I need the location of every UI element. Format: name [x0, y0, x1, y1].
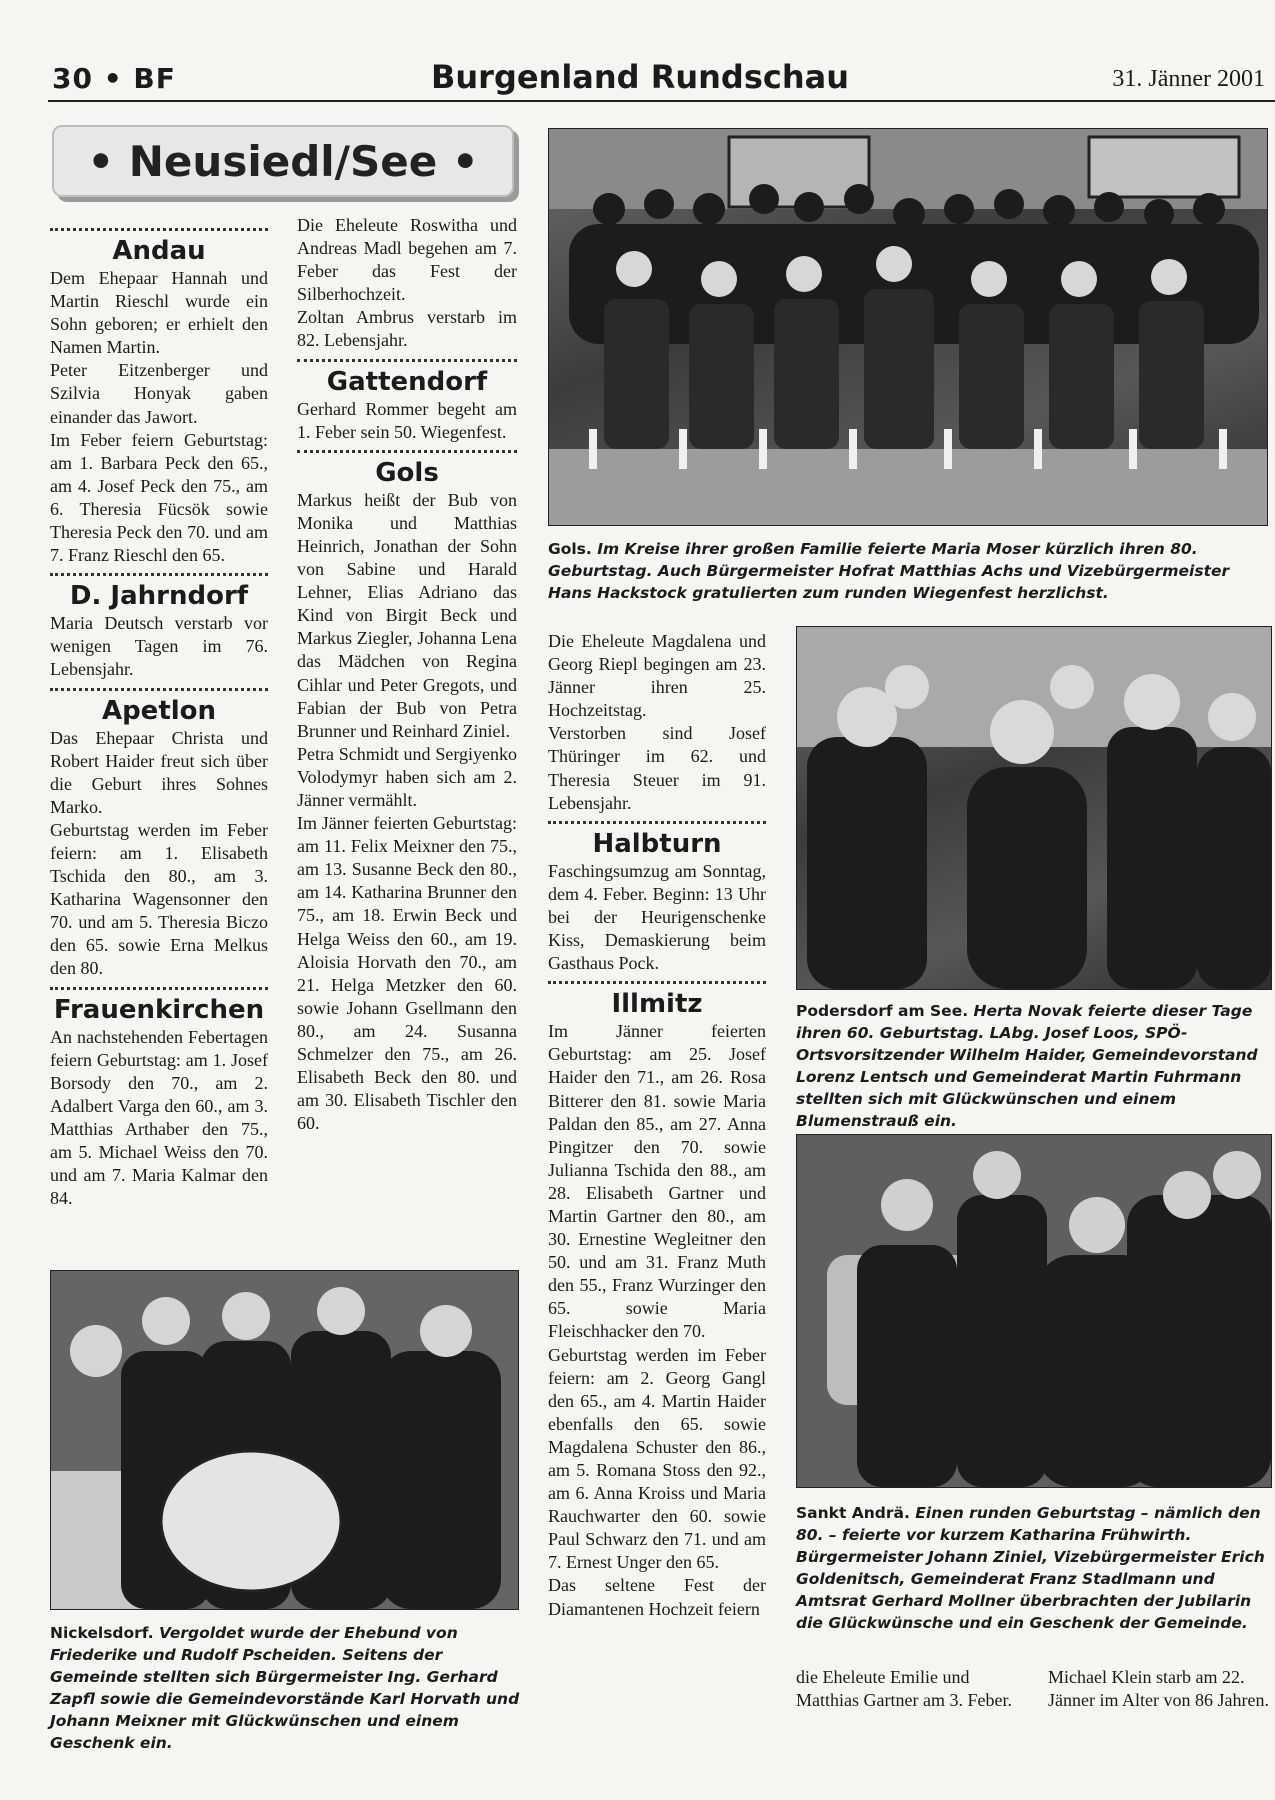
article-text: Zoltan Ambrus verstarb im 82. Lebensjahr.: [297, 307, 517, 351]
town-heading: Frauenkirchen: [53, 994, 265, 1025]
obituary-text: Michael Klein starb am 22. Jänner im Alter von 86 Jahren.: [1048, 1667, 1269, 1710]
divider: [548, 821, 766, 824]
column-1: [50, 222, 268, 1210]
gols-family-photo: [548, 128, 1268, 526]
group-silhouettes: [797, 1135, 1271, 1487]
article-text: Markus heißt der Bub von Monika und Matthias Heinrich, Jonathan der Sohn von Sabine und Harald Lehner, Elias Adriano das Kind von Birgit Beck und Markus Ziegler, Johanna Lena das Mädchen von Regina Cihlar und Peter Gregots, und Fabian der Bub von Petra Brunner und Reinhard Ziniel.: [297, 489, 517, 741]
article-text: Das Ehepaar Christa und Robert Haider freut sich über die Geburt ihres Sohnes Marko.: [50, 727, 268, 817]
town-heading: Apetlon: [101, 695, 217, 726]
caption-place: Podersdorf am See.: [796, 1002, 969, 1020]
divider: [50, 688, 268, 691]
article-text: Geburtstag werden im Feber feiern: am 2. Georg Gangl den 65., am 4. Martin Haider ebenfalls den 65. sowie Magdalena Schuster den 86., am 5. Romana Stoss den 92., am 6. Anna Kroiss und Maria Rauchwarter den 60. sowie Paul Schwarz den 71. und am 7. Ernest Unger den 65.: [548, 1344, 766, 1573]
group-silhouettes: [797, 627, 1271, 989]
article-text: Die Eheleute Magdalena und Georg Riepl begingen am 23. Jänner ihren 25. Hochzeitstag.: [548, 631, 766, 721]
caption-text: Herta Novak feierte dieser Tage ihren 60. Geburtstag. LAbg. Josef Loos, SPÖ-Ortsvorsitzender Wilhelm Haider, Gemeindevorstand Lorenz Lentsch und Gemeinderat Martin Fuhrmann stellten sich mit Glückwünschen und einem Blumenstrauß ein.: [796, 1002, 1258, 1130]
article-text: Dem Ehepaar Hannah und Martin Rieschl wurde ein Sohn geboren; er erhielt den Namen Martin.: [50, 268, 268, 358]
article-text: Im Feber feiern Geburtstag: am 1. Barbara Peck den 65., am 4. Josef Peck den 75., am 6. Theresia Fücsök sowie Theresia Peck den 70. und am 7. Franz Rieschl den 65.: [50, 429, 268, 566]
article-text: Das seltene Fest der Diamantenen Hochzeit feiern: [548, 1575, 766, 1619]
newspaper-title: Burgenland Rundschau: [430, 58, 849, 96]
article-text: Petra Schmidt und Sergiyenko Volodymyr haben sich am 2. Jänner vermählt.: [297, 743, 517, 810]
group-silhouettes: [549, 129, 1267, 525]
divider: [297, 450, 517, 453]
section-title: • Neusiedl/See •: [52, 125, 514, 197]
column-2: [297, 214, 517, 1135]
article-text: Im Jänner feierten Geburtstag: am 25. Josef Haider den 71., am 26. Rosa Bitterer den 81. sowie Maria Paldan den 85., am 27. Anna Pingitzer den 70. sowie Julianna Tschida den 88., am 28. Elisabeth Gartner und Martin Gartner den 80., am 30. Ernestine Wegleitner den 50. und am 31. Franz Muth den 55., Franz Wurzinger den 65. sowie Maria Fleischhacker den 70.: [548, 1021, 766, 1342]
article-text: Geburtstag werden im Feber feiern: am 1. Elisabeth Tschida den 80., am 3. Katharina Wagensonner den 70. und am 5. Theresia Biczo den 65. sowie Erna Melkus den 80.: [50, 819, 268, 979]
article-text: Peter Eitzenberger und Szilvia Honyak gaben einander das Jawort.: [50, 360, 268, 427]
article-text: An nachstehenden Febertagen feiern Geburtstag: am 1. Josef Borsody den 70., am 2. Adalbert Varga den 60., am 3. Matthias Arthaber den 75., am 5. Michael Weiss den 70. und am 7. Maria Kalmar den 84.: [50, 1026, 268, 1209]
caption-place: Gols.: [548, 540, 592, 558]
divider: [50, 987, 268, 990]
article-text: Gerhard Rommer begeht am 1. Feber sein 50. Wiegenfest.: [297, 398, 517, 442]
article-text: Im Jänner feierten Geburtstag: am 11. Felix Meixner den 75., am 13. Susanne Beck den 80., am 14. Katharina Brunner den 75., am 18. Erwin Beck und Helga Weiss den 60., am 19. Aloisia Horvath den 70., am 21. Helga Metzker den 60. sowie Johann Gsellmann den 80., am 24. Susanna Schmelzer den 75., am 26. Elisabeth Beck den 80. und am 30. Elisabeth Tischler den 60.: [297, 813, 517, 1134]
issue-date: 31. Jänner 2001: [1112, 66, 1265, 92]
article-text: Faschingsumzug am Sonntag, dem 4. Feber. Beginn: 13 Uhr bei der Heurigenschenke Kiss, Demaskierung beim Gasthaus Pock.: [548, 860, 766, 974]
page-number: 30 • BF: [52, 62, 176, 95]
divider: [548, 981, 766, 984]
header-rule: [48, 100, 1275, 102]
caption-text: Einen runden Geburtstag – nämlich den 80. – feierte vor kurzem Katharina Frühwirth. Bürgermeister Johann Ziniel, Vizebürgermeister Erich Goldenitsch, Gemeinderat Franz Stadlmann und Amtsrat Gerhard Mollner überbrachten der Jubilarin die Glückwünsche und ein Geschenk der Gemeinde.: [796, 1504, 1265, 1632]
article-text: Die Eheleute Roswitha und Andreas Madl begehen am 7. Feber das Fest der Silberhochzeit.: [297, 215, 517, 305]
article-text: Maria Deutsch verstarb vor wenigen Tagen im 76. Lebensjahr.: [50, 613, 268, 680]
nickelsdorf-photo: [50, 1270, 519, 1610]
divider: [297, 359, 517, 362]
podersdorf-caption: [796, 1000, 1270, 1132]
divider: [50, 573, 268, 576]
divider: [50, 228, 268, 231]
caption-text: Vergoldet wurde der Ehebund von Friederike und Rudolf Pscheiden. Seitens der Gemeinde stellten sich Bürgermeister Ing. Gerhard Zapfl sowie die Gemeindevorstände Karl Horvath und Johann Meixner mit Glückwünschen und einem Geschenk ein.: [50, 1624, 520, 1752]
column-3: [548, 630, 766, 1621]
gols-caption: [548, 538, 1270, 604]
town-heading: Andau: [112, 236, 206, 266]
article-text: Verstorben sind Josef Thüringer im 62. und Theresia Steuer im 91. Lebensjahr.: [548, 723, 766, 813]
town-heading: Gols: [375, 457, 439, 488]
sankt-andrae-photo: [796, 1134, 1272, 1488]
sankt-andrae-caption: [796, 1502, 1270, 1634]
podersdorf-photo: [796, 626, 1272, 990]
caption-place: Sankt Andrä.: [796, 1504, 910, 1522]
group-silhouettes: [51, 1271, 518, 1609]
caption-place: Nickelsdorf.: [50, 1624, 154, 1642]
town-heading: Illmitz: [611, 989, 703, 1020]
town-heading: Gattendorf: [326, 366, 488, 397]
caption-text: Im Kreise ihrer großen Familie feierte Maria Moser kürzlich ihren 80. Geburtstag. Auch Bürgermeister Hofrat Matthias Achs und Vizebürgermeister Hans Hackstock gratulierten zum runden Wiegenfest herzlichst.: [548, 540, 1230, 602]
town-heading: D. Jahrndorf: [69, 581, 249, 612]
nickelsdorf-caption: [50, 1622, 520, 1754]
continuation-text: die Eheleute Emilie und Matthias Gartner am 3. Feber.: [796, 1667, 1012, 1710]
town-heading: Halbturn: [592, 828, 722, 859]
